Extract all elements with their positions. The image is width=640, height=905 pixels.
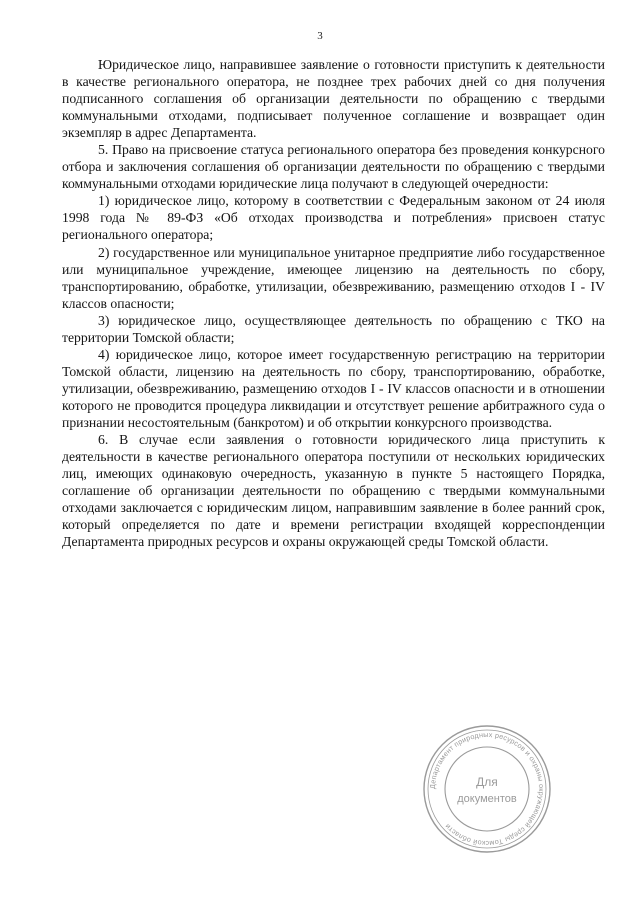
round-stamp-icon xyxy=(420,722,554,856)
paragraph-7: 6. В случае если заявления о готовности юридического лица приступить к деятельности в качестве регионального оператора поступили от нескольких юридических лиц, имеющих одинаковую очередность, указанную в пункте 5 настоящего Порядка, соглашение об организации деятельности по обращению с твердыми коммунальными отходами заключается с юридическим лицом, направившим заявление в более ранний срок, который определяется по дате и времени регистрации входящей корреспонденции Департамента природных ресурсов и охраны окружающей среды Томской области. xyxy=(62,432,605,550)
stamp-inner-ring xyxy=(445,747,529,831)
stamp-text-line-1: Для xyxy=(476,775,498,789)
paragraph-3: 1) юридическое лицо, которому в соответствии с Федеральным законом от 24 июля 1998 года № 89-ФЗ «Об отходах производства и потребления» присвоен статус регионального оператора; xyxy=(62,193,605,243)
paragraph-5: 3) юридическое лицо, осуществляющее деятельность по обращению с ТКО на территории Томской области; xyxy=(62,312,605,345)
stamp-ring-text: Департамент природных ресурсов и охраны окружающей среды Томской области xyxy=(427,729,547,849)
paragraph-1: Юридическое лицо, направившее заявление о готовности приступить к деятельности в качестве регионального оператора, не позднее трех рабочих дней со дня получения подписанного соглашения об организации деятельности по обращению с твердыми коммунальными отходами, подписывает полученное соглашение и возвращает один экземпляр в адрес Департамента. xyxy=(62,57,605,141)
stamp-outer-ring xyxy=(424,726,550,852)
page-number: 3 xyxy=(317,30,323,42)
paragraph-2: 5. Право на присвоение статуса регионального оператора без проведения конкурсного отбора и заключения соглашения об организации деятельности по обращению с твердыми коммунальными отходами юридические лица получают в следующей очередности: xyxy=(62,142,605,192)
paragraph-6: 4) юридическое лицо, которое имеет государственную регистрацию на территории Томской области, лицензию на деятельность по сбору, транспортированию, обработке, утилизации, обезвреживанию, размещению отходов I - IV классов опасности и в отношении которого не проводится процедура ликвидации и отсутствует решение арбитражного суда о признании несостоятельным (банкротом) и об открытии конкурсного производства. xyxy=(62,346,605,430)
stamp-text-line-2: документов xyxy=(457,793,517,805)
paragraph-4: 2) государственное или муниципальное унитарное предприятие либо государственное или муниципальное учреждение, имеющее лицензию на деятельность по сбору, транспортированию, обработке, утилизации, обезвреживанию, размещению отходов I - IV классов опасности; xyxy=(62,244,605,311)
document-body xyxy=(62,56,605,550)
